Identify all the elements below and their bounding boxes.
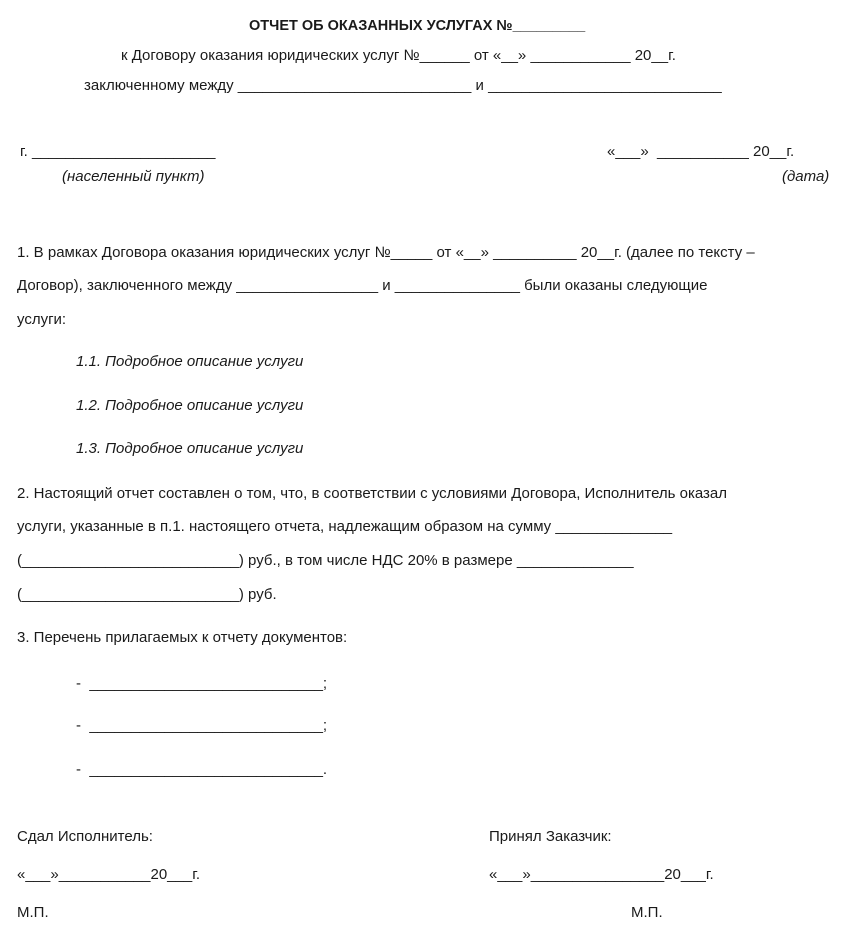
section2-line: услуги, указанные в п.1. настоящего отчета, надлежащим образом на сумму ______________ (17, 518, 673, 535)
section2-line: (__________________________) руб. (17, 586, 277, 603)
executor-stamp: М.П. (17, 904, 49, 921)
document-list-item: - ____________________________; (76, 675, 328, 692)
document-list-item: - ____________________________. (76, 761, 328, 778)
document-title: ОТЧЕТ ОБ ОКАЗАННЫХ УСЛУГАХ №_________ (249, 18, 586, 34)
customer-label: Принял Заказчик: (489, 828, 612, 845)
contract-reference: к Договору оказания юридических услуг №______ от «__» ____________ 20__г. (121, 47, 676, 64)
executor-date-line: «___»___________20___г. (17, 866, 200, 883)
section3-heading: 3. Перечень прилагаемых к отчету документов: (17, 629, 348, 646)
service-item: 1.1. Подробное описание услуги (76, 353, 304, 370)
city-line: г. ______________________ (20, 143, 216, 160)
city-caption: (населенный пункт) (62, 168, 205, 185)
customer-date-line: «___»________________20___г. (489, 866, 714, 883)
date-line: «___» ___________ 20__г. (607, 143, 795, 160)
section1-line: 1. В рамках Договора оказания юридических услуг №_____ от «__» __________ 20__г. (далее по тексту – (17, 244, 755, 261)
section1-line: услуги: (17, 311, 67, 328)
document-list-item: - ____________________________; (76, 717, 328, 734)
section2-line: 2. Настоящий отчет составлен о том, что, в соответствии с условиями Договора, Исполнитель оказал (17, 485, 728, 502)
service-item: 1.3. Подробное описание услуги (76, 440, 304, 457)
executor-label: Сдал Исполнитель: (17, 828, 153, 845)
section1-line: Договор), заключенного между _________________ и _______________ были оказаны следующие (17, 277, 708, 294)
date-caption: (дата) (782, 168, 830, 185)
concluded-between: заключенному между ____________________________ и ____________________________ (84, 77, 722, 94)
section2-line: (__________________________) руб., в том числе НДС 20% в размере ______________ (17, 552, 634, 569)
customer-stamp: М.П. (631, 904, 663, 921)
service-item: 1.2. Подробное описание услуги (76, 397, 304, 414)
